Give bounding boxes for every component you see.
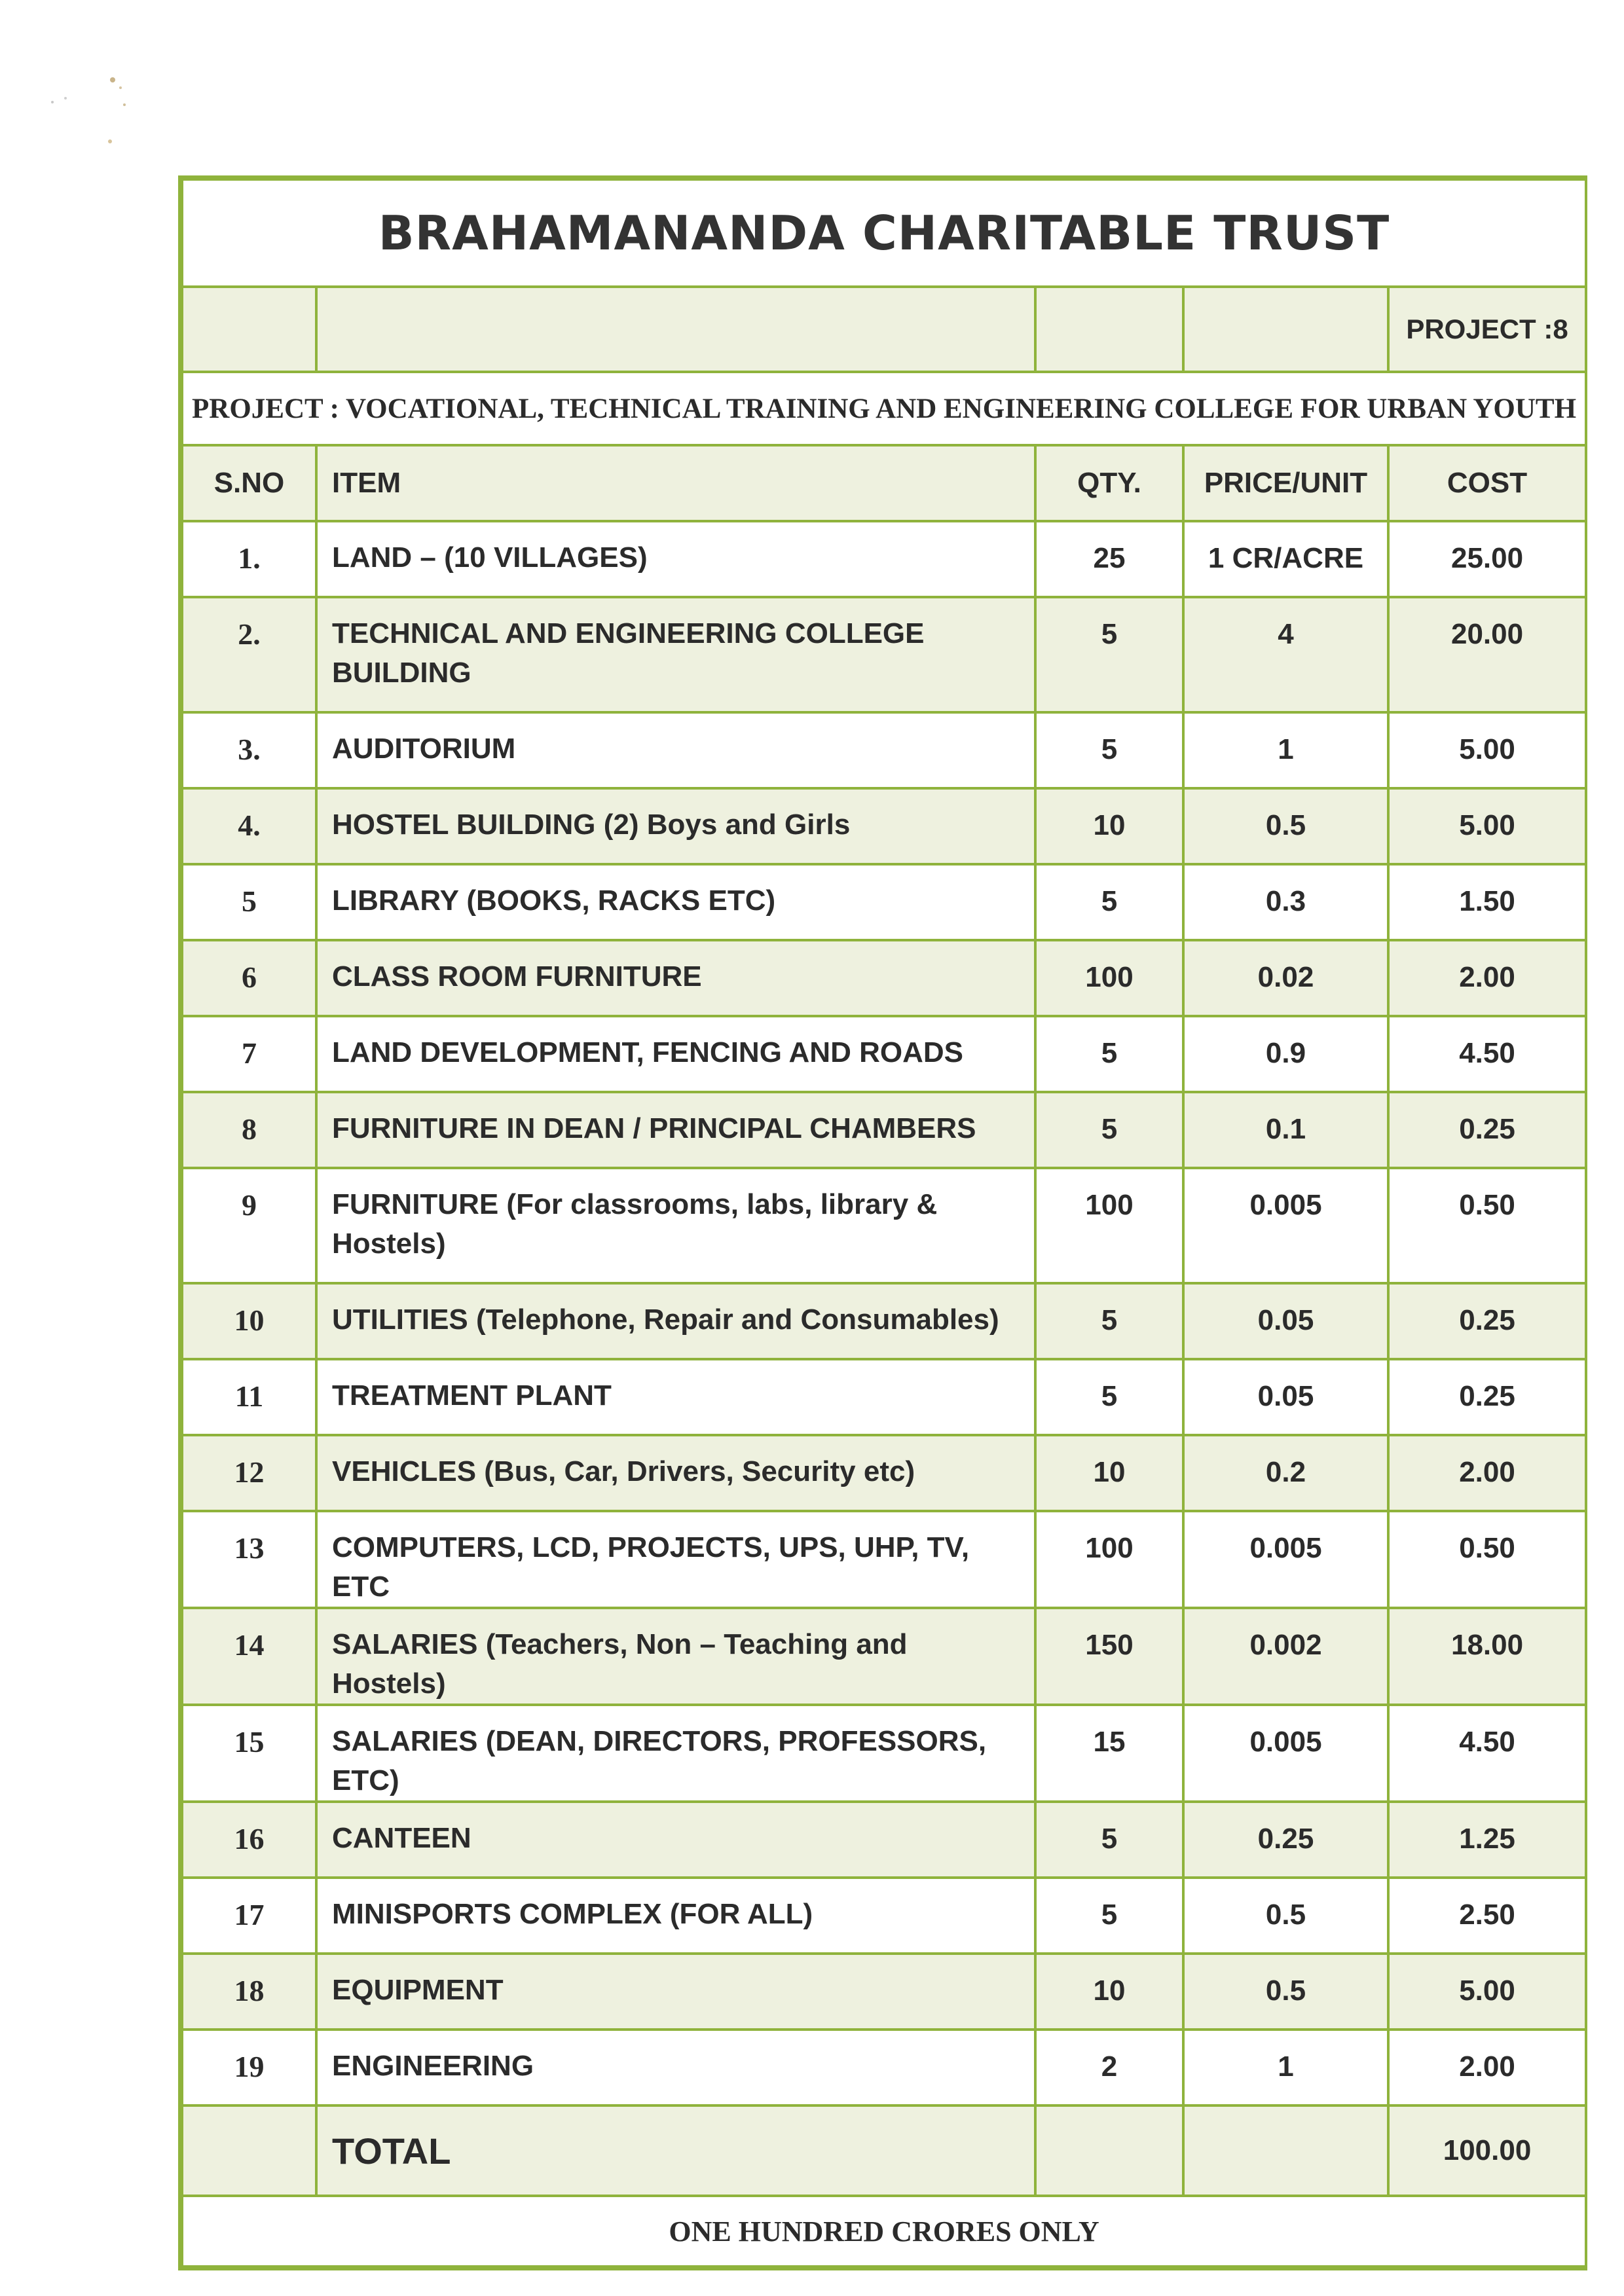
blank-cell xyxy=(316,287,1035,372)
cell-qty: 5 xyxy=(1035,1283,1183,1359)
cell-cost: 2.50 xyxy=(1388,1878,1586,1954)
cell-qty: 5 xyxy=(1035,1878,1183,1954)
cell-price: 0.005 xyxy=(1183,1511,1388,1608)
cell-price: 0.2 xyxy=(1183,1435,1388,1511)
table-row xyxy=(182,712,1586,788)
cell-price: 0.05 xyxy=(1183,1283,1388,1359)
cell-qty: 5 xyxy=(1035,597,1183,712)
cell-sno: 4. xyxy=(182,788,316,864)
cell-cost: 0.25 xyxy=(1388,1092,1586,1168)
cell-qty: 100 xyxy=(1035,1168,1183,1283)
total-row xyxy=(182,2105,1586,2196)
cell-sno: 14 xyxy=(182,1608,316,1705)
cell-qty: 100 xyxy=(1035,1511,1183,1608)
total-value: 100.00 xyxy=(1388,2105,1586,2196)
blank-cell xyxy=(1035,287,1183,372)
cell-cost: 2.00 xyxy=(1388,1435,1586,1511)
blank-cell xyxy=(1035,2105,1183,2196)
cell-price: 0.05 xyxy=(1183,1359,1388,1435)
blank-cell xyxy=(182,2105,316,2196)
cell-item: EQUIPMENT xyxy=(316,1954,1035,2030)
cell-qty: 15 xyxy=(1035,1705,1183,1802)
cell-qty: 150 xyxy=(1035,1608,1183,1705)
cell-price: 1 xyxy=(1183,2030,1388,2105)
cell-item: HOSTEL BUILDING (2) Boys and Girls xyxy=(316,788,1035,864)
cell-sno: 2. xyxy=(182,597,316,712)
cost-sheet xyxy=(178,175,1587,2270)
cell-qty: 5 xyxy=(1035,1092,1183,1168)
cell-sno: 16 xyxy=(182,1802,316,1878)
table-row xyxy=(182,864,1586,940)
table-row xyxy=(182,1802,1586,1878)
table-row xyxy=(182,1016,1586,1092)
cell-sno: 10 xyxy=(182,1283,316,1359)
cell-sno: 15 xyxy=(182,1705,316,1802)
cell-price: 0.9 xyxy=(1183,1016,1388,1092)
column-header-price: PRICE/UNIT xyxy=(1183,445,1388,521)
cell-qty: 10 xyxy=(1035,1435,1183,1511)
cell-item: CANTEEN xyxy=(316,1802,1035,1878)
cell-item: LIBRARY (BOOKS, RACKS ETC) xyxy=(316,864,1035,940)
table-row xyxy=(182,1435,1586,1511)
cell-qty: 100 xyxy=(1035,940,1183,1016)
column-header-cost: COST xyxy=(1388,445,1586,521)
blank-cell xyxy=(182,287,316,372)
cell-item: AUDITORIUM xyxy=(316,712,1035,788)
table-row xyxy=(182,1608,1586,1705)
scan-specks xyxy=(39,65,144,157)
cell-cost: 5.00 xyxy=(1388,712,1586,788)
total-label: TOTAL xyxy=(316,2105,1035,2196)
cell-sno: 17 xyxy=(182,1878,316,1954)
amount-in-words: ONE HUNDRED CRORES ONLY xyxy=(182,2196,1586,2267)
cell-item: LAND – (10 VILLAGES) xyxy=(316,521,1035,597)
cell-price: 1 CR/ACRE xyxy=(1183,521,1388,597)
cell-item: TECHNICAL AND ENGINEERING COLLEGE BUILDING xyxy=(316,597,1035,712)
cell-item: FURNITURE IN DEAN / PRINCIPAL CHAMBERS xyxy=(316,1092,1035,1168)
cell-cost: 4.50 xyxy=(1388,1016,1586,1092)
cell-item: LAND DEVELOPMENT, FENCING AND ROADS xyxy=(316,1016,1035,1092)
cell-price: 0.002 xyxy=(1183,1608,1388,1705)
cell-cost: 5.00 xyxy=(1388,788,1586,864)
cell-item: VEHICLES (Bus, Car, Drivers, Security etc) xyxy=(316,1435,1035,1511)
column-header-qty: QTY. xyxy=(1035,445,1183,521)
cell-item: SALARIES (Teachers, Non – Teaching and Hostels) xyxy=(316,1608,1035,1705)
cell-price: 0.02 xyxy=(1183,940,1388,1016)
cell-sno: 13 xyxy=(182,1511,316,1608)
cell-price: 0.5 xyxy=(1183,788,1388,864)
cell-qty: 5 xyxy=(1035,1359,1183,1435)
cell-cost: 1.50 xyxy=(1388,864,1586,940)
cell-cost: 2.00 xyxy=(1388,940,1586,1016)
cell-item: ENGINEERING xyxy=(316,2030,1035,2105)
cell-price: 0.1 xyxy=(1183,1092,1388,1168)
cell-item: MINISPORTS COMPLEX (FOR ALL) xyxy=(316,1878,1035,1954)
cell-price: 0.005 xyxy=(1183,1168,1388,1283)
cell-sno: 9 xyxy=(182,1168,316,1283)
column-header-sno: S.NO xyxy=(182,445,316,521)
cell-cost: 0.25 xyxy=(1388,1359,1586,1435)
cell-price: 0.005 xyxy=(1183,1705,1388,1802)
cell-price: 0.5 xyxy=(1183,1878,1388,1954)
document-title: BRAHAMANANDA CHARITABLE TRUST xyxy=(182,179,1586,287)
table-row xyxy=(182,1092,1586,1168)
cell-cost: 0.25 xyxy=(1388,1283,1586,1359)
cell-sno: 1. xyxy=(182,521,316,597)
cell-cost: 20.00 xyxy=(1388,597,1586,712)
cell-sno: 12 xyxy=(182,1435,316,1511)
cell-price: 0.3 xyxy=(1183,864,1388,940)
cell-cost: 4.50 xyxy=(1388,1705,1586,1802)
cell-qty: 10 xyxy=(1035,788,1183,864)
table-row xyxy=(182,597,1586,712)
cell-cost: 1.25 xyxy=(1388,1802,1586,1878)
project-description: PROJECT : VOCATIONAL, TECHNICAL TRAINING AND ENGINEERING COLLEGE FOR URBAN YOUTH xyxy=(182,372,1586,445)
table-header xyxy=(182,445,1586,521)
column-header-item: ITEM xyxy=(316,445,1035,521)
cell-item: TREATMENT PLANT xyxy=(316,1359,1035,1435)
cell-cost: 18.00 xyxy=(1388,1608,1586,1705)
table-row xyxy=(182,940,1586,1016)
cell-item: FURNITURE (For classrooms, labs, library & Hostels) xyxy=(316,1168,1035,1283)
table-row xyxy=(182,1168,1586,1283)
cell-qty: 5 xyxy=(1035,1016,1183,1092)
cell-price: 1 xyxy=(1183,712,1388,788)
cost-table xyxy=(181,178,1587,2268)
table-row xyxy=(182,1954,1586,2030)
cell-qty: 2 xyxy=(1035,2030,1183,2105)
cell-qty: 5 xyxy=(1035,1802,1183,1878)
cell-item: UTILITIES (Telephone, Repair and Consumables) xyxy=(316,1283,1035,1359)
cell-item: CLASS ROOM FURNITURE xyxy=(316,940,1035,1016)
cell-sno: 7 xyxy=(182,1016,316,1092)
table-row xyxy=(182,2030,1586,2105)
cell-sno: 18 xyxy=(182,1954,316,2030)
cell-sno: 19 xyxy=(182,2030,316,2105)
table-row xyxy=(182,1878,1586,1954)
cell-qty: 5 xyxy=(1035,864,1183,940)
table-row xyxy=(182,788,1586,864)
cell-qty: 5 xyxy=(1035,712,1183,788)
cell-price: 4 xyxy=(1183,597,1388,712)
cell-item: COMPUTERS, LCD, PROJECTS, UPS, UHP, TV, ETC xyxy=(316,1511,1035,1608)
cell-item: SALARIES (DEAN, DIRECTORS, PROFESSORS, ETC) xyxy=(316,1705,1035,1802)
cell-qty: 10 xyxy=(1035,1954,1183,2030)
blank-cell xyxy=(1183,287,1388,372)
table-row xyxy=(182,1511,1586,1608)
cell-sno: 11 xyxy=(182,1359,316,1435)
cell-sno: 5 xyxy=(182,864,316,940)
cell-sno: 8 xyxy=(182,1092,316,1168)
table-row xyxy=(182,521,1586,597)
table-row xyxy=(182,1705,1586,1802)
cell-cost: 25.00 xyxy=(1388,521,1586,597)
cell-cost: 0.50 xyxy=(1388,1168,1586,1283)
cell-cost: 0.50 xyxy=(1388,1511,1586,1608)
cell-sno: 6 xyxy=(182,940,316,1016)
cell-qty: 25 xyxy=(1035,521,1183,597)
cell-price: 0.5 xyxy=(1183,1954,1388,2030)
project-tag: PROJECT :8 xyxy=(1388,287,1586,372)
cell-cost: 5.00 xyxy=(1388,1954,1586,2030)
blank-cell xyxy=(1183,2105,1388,2196)
cell-price: 0.25 xyxy=(1183,1802,1388,1878)
cell-cost: 2.00 xyxy=(1388,2030,1586,2105)
table-row xyxy=(182,1359,1586,1435)
cell-sno: 3. xyxy=(182,712,316,788)
table-row xyxy=(182,1283,1586,1359)
